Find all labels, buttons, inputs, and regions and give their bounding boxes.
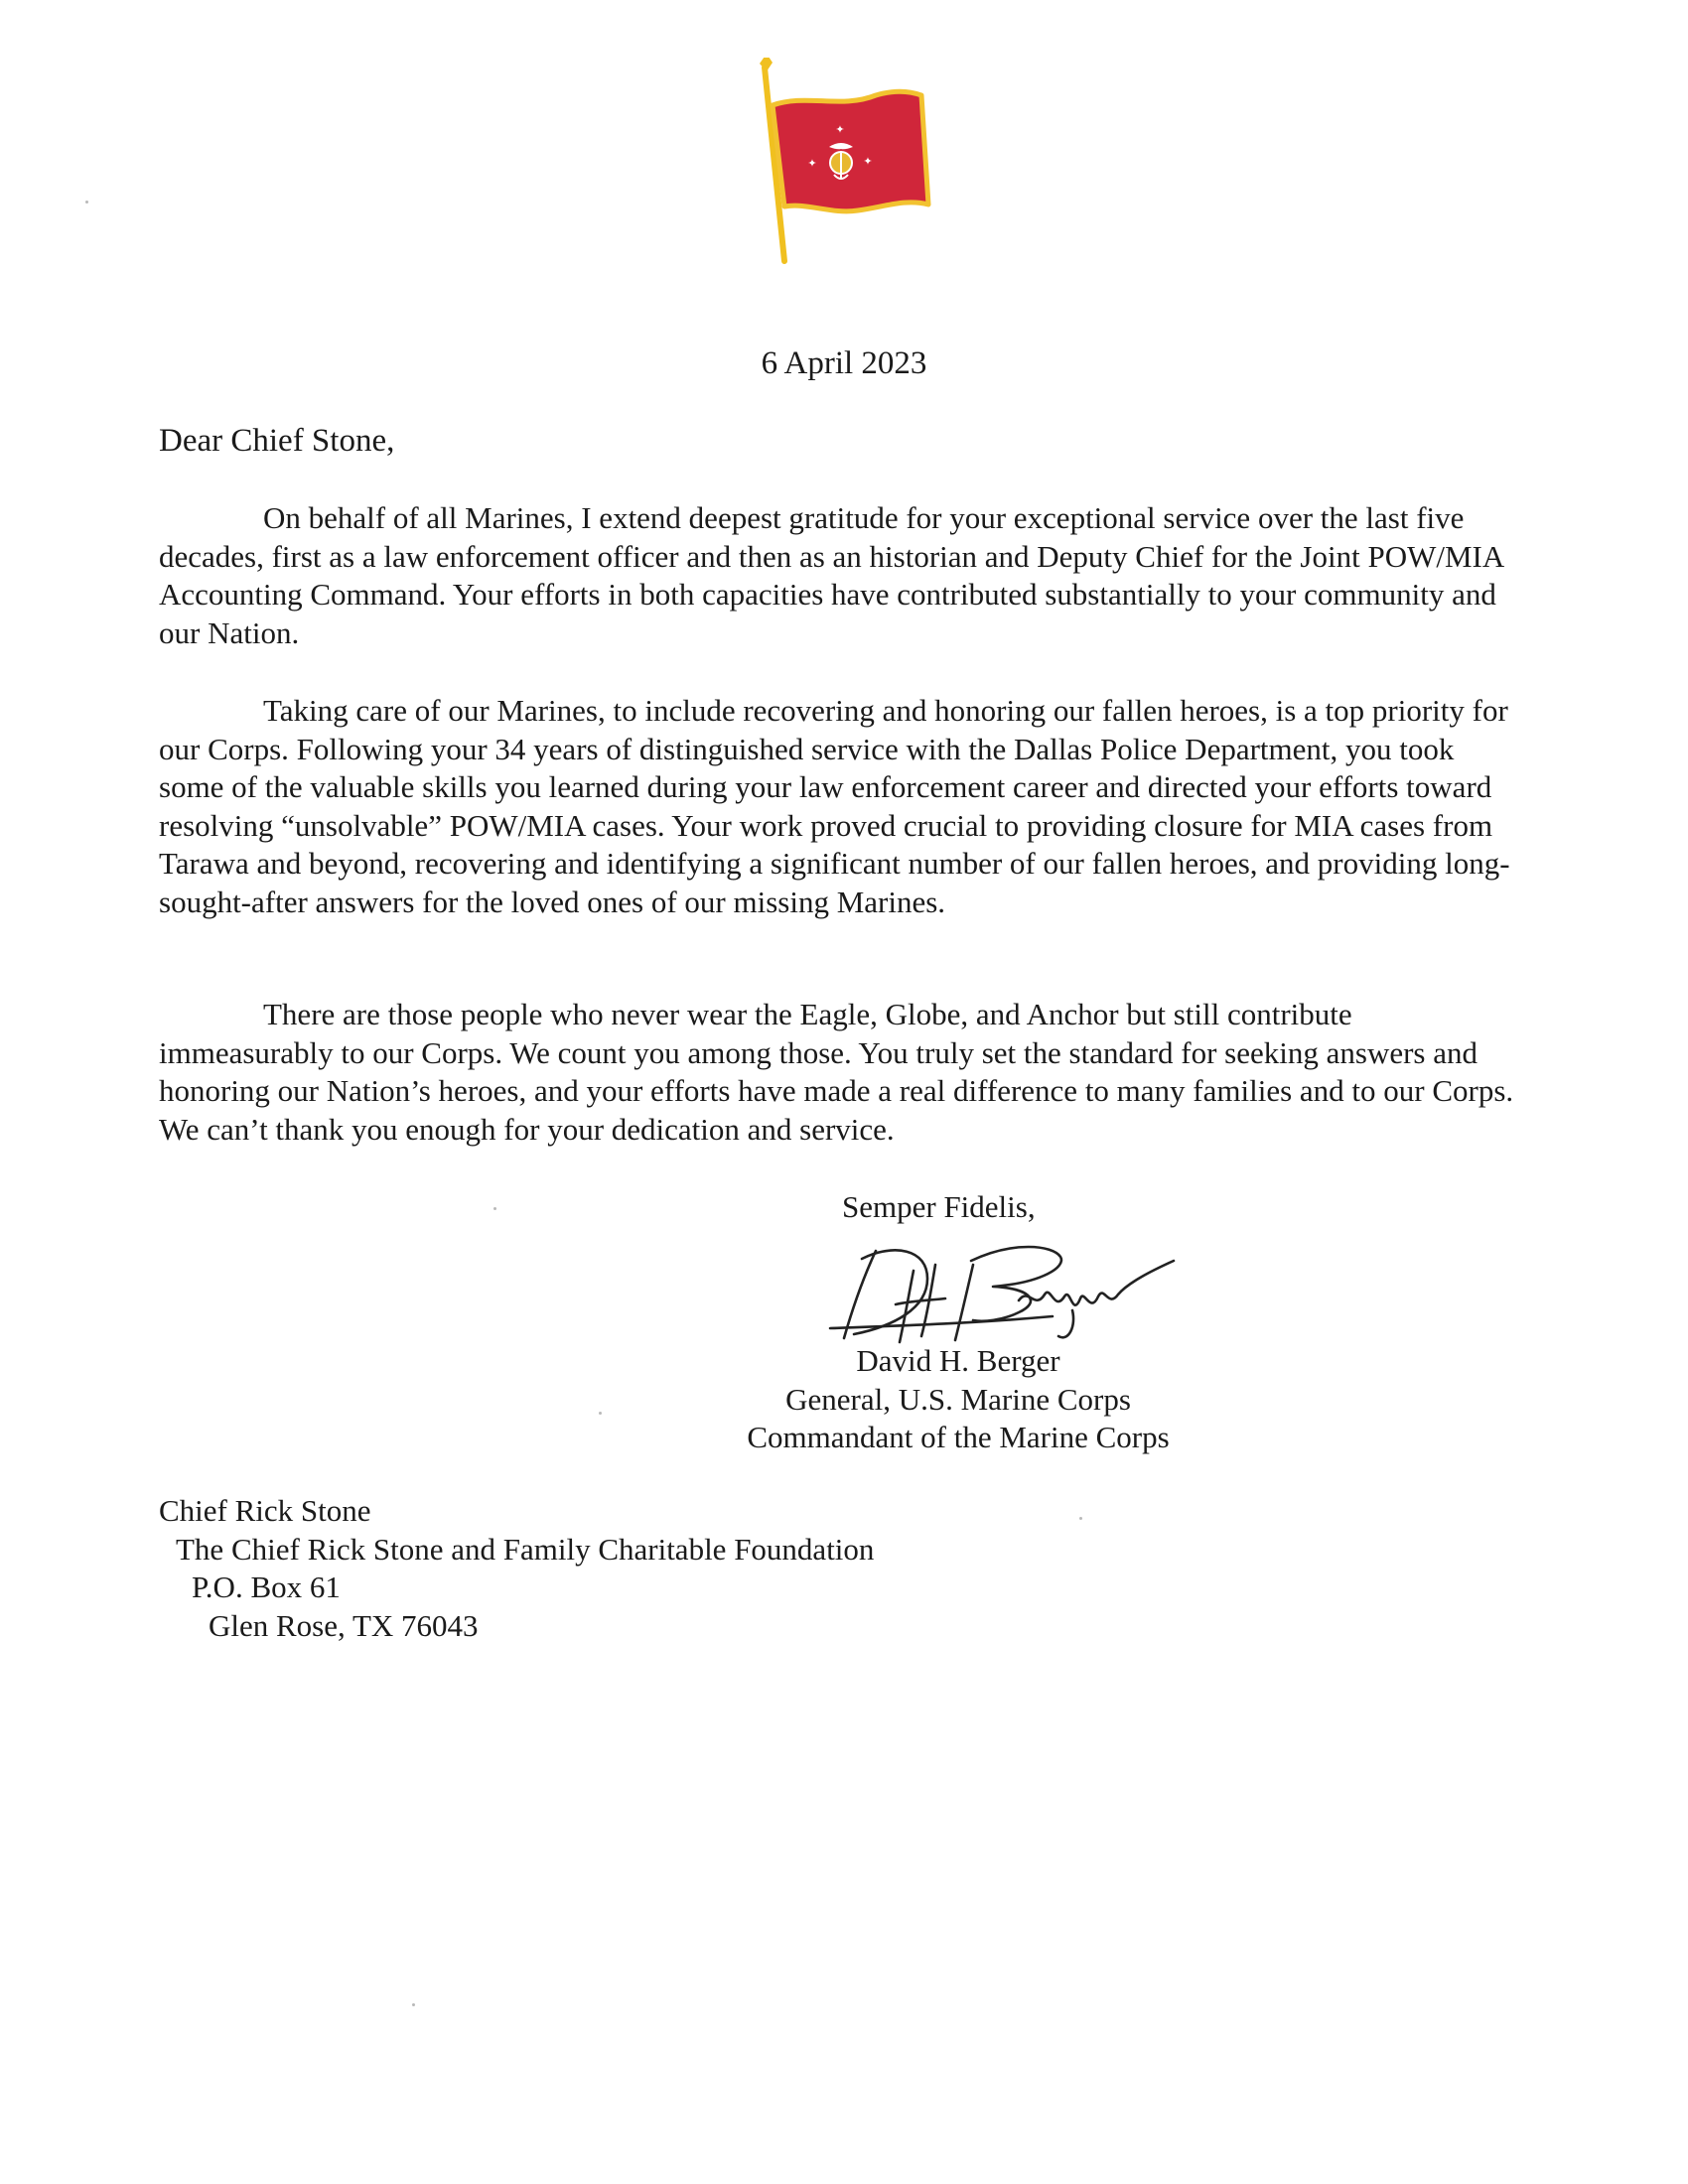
scan-speck (85, 201, 88, 204)
general-flag-emblem (747, 58, 945, 266)
scan-speck (493, 1207, 496, 1210)
body-paragraph: Taking care of our Marines, to include recovering and honoring our fallen heroes, is a top priority for our Corps. Following your 34 years of distinguished service with the Dallas Police Department, you took some of the valuable skills you learned during your law enforcement career and directed your efforts toward resolving “unsolvable” POW/MIA cases. Your work proved crucial to providing closure for MIA cases from Tarawa and beyond, recovering and identifying a significant number of our fallen heroes, and providing long-sought-after answers for the loved ones of our missing Marines. (159, 693, 1510, 919)
signer-rank: General, U.S. Marine Corps (785, 1381, 1131, 1417)
scan-speck (1079, 1517, 1082, 1520)
signature-icon (824, 1231, 1192, 1350)
signature-block (695, 1342, 1221, 1457)
signer-name: David H. Berger (856, 1343, 1060, 1378)
body-paragraph: There are those people who never wear the Eagle, Globe, and Anchor but still contribute immeasurably to our Corps. We count you among those. You truly set the standard for seeking answers and honoring our Nation’s heroes, and your efforts have made a real difference to many families and to our Corps. We can’t thank you enough for your dedication and service. (159, 997, 1514, 1147)
svg-text:✦: ✦ (835, 123, 845, 136)
scan-speck (599, 1412, 602, 1415)
svg-text:✦: ✦ (807, 157, 817, 170)
complimentary-close: Semper Fidelis, (842, 1189, 1036, 1224)
scan-speck (412, 2003, 415, 2006)
recipient-po-box: P.O. Box 61 (192, 1570, 341, 1604)
recipient-organization: The Chief Rick Stone and Family Charitable Foundation (176, 1531, 875, 1567)
recipient-name: Chief Rick Stone (159, 1493, 371, 1528)
body-paragraph: On behalf of all Marines, I extend deepest gratitude for your exceptional service over the last five decades, first as a law enforcement officer and then as an historian and Deputy Chief for the Joint POW/MIA Accounting Command. Your efforts in both capacities have contributed substantially to your community and our Nation. (159, 500, 1503, 650)
signer-title: Commandant of the Marine Corps (747, 1420, 1170, 1454)
svg-text:✦: ✦ (863, 155, 873, 168)
flag-icon (747, 58, 945, 266)
letter-date: 6 April 2023 (761, 345, 927, 381)
recipient-city-state-zip: Glen Rose, TX 76043 (209, 1607, 479, 1643)
recipient-address (159, 1492, 874, 1645)
salutation: Dear Chief Stone, (159, 423, 395, 459)
